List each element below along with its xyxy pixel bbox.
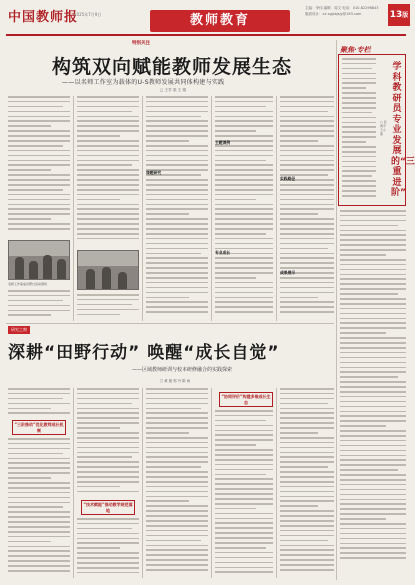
column-divider: [142, 96, 143, 321]
column-divider: [211, 388, 212, 578]
issue-date: 2025年7月9日: [74, 12, 102, 17]
body-column: [280, 388, 334, 578]
section-subhead: 成果展示: [280, 270, 296, 275]
column-divider: [276, 388, 277, 578]
inset-heading: “协同评价”构建多维成长生态: [219, 392, 273, 407]
article-photo: [77, 250, 139, 290]
body-column: [8, 438, 70, 578]
section-banner: 教师教育: [150, 10, 290, 32]
photo-figure: [57, 259, 66, 279]
column-divider: [276, 96, 277, 321]
section-subhead: 课题研究: [146, 170, 162, 175]
body-column: [342, 58, 376, 202]
photo-background: [78, 251, 138, 266]
page-number-unit: 版: [402, 12, 409, 19]
body-column: [146, 96, 208, 321]
lower-byline: □ 黄 艳 郭 丹 陈 雨: [160, 379, 191, 383]
column-divider: [142, 388, 143, 578]
body-column: [280, 96, 334, 321]
column-vertical-title: 学科教研员专业发展的“三重进阶”: [391, 62, 415, 198]
section-subhead: 实践路径: [280, 176, 296, 181]
photo-figure: [15, 257, 24, 279]
photo-figure: [118, 272, 127, 289]
body-column: [77, 518, 139, 578]
lower-subtitle: ——区域教师研训与校本研修融合的实践探索: [132, 367, 233, 373]
editor-info: [305, 5, 385, 17]
column-logo: 聚焦·专栏: [340, 46, 371, 54]
inset-heading: “技术赋能”推动教学规范落地: [81, 500, 135, 515]
editor-info-line: 版面设计：xx zgjsbjsjy@163.com: [305, 12, 362, 16]
article-tag: 特别关注: [132, 41, 150, 46]
photo-figure: [86, 269, 95, 289]
masthead-rule: [6, 34, 406, 36]
lower-article-tag: 研究之窗: [8, 326, 30, 334]
rail-divider: [336, 40, 337, 580]
editor-info-line: 主编：李伟 编辑：周文 电话：010-82296843: [305, 6, 379, 10]
main-subtitle: ——以名师工作室为载体的U-S教师发展共同体构建与实践: [62, 79, 225, 86]
main-headline: 构筑双向赋能教师发展生态: [52, 56, 293, 78]
photo-figure: [43, 255, 52, 279]
column-byline: □ 张建平 王小燕: [380, 120, 387, 136]
section-subhead: 主题课例: [215, 140, 231, 145]
column-divider: [73, 388, 74, 578]
photo-figure: [29, 261, 38, 279]
photo-background: [9, 241, 69, 256]
inset-heading: “三阶推动”优化教师成长机制: [12, 420, 66, 435]
newspaper-logo: 中国教师报: [8, 10, 79, 25]
photo-figure: [102, 267, 111, 289]
body-column: [77, 294, 139, 322]
main-byline: □ 王学 梁 王 娟: [160, 88, 186, 92]
body-column: [8, 96, 70, 236]
body-column: [77, 388, 139, 498]
body-column: [8, 290, 70, 322]
body-column: [146, 388, 208, 578]
body-column: [8, 388, 70, 418]
photo-caption: 名师工作室成员研讨活动现场: [8, 282, 48, 286]
column-divider: [211, 96, 212, 321]
page-number: [388, 4, 410, 26]
section-divider: [6, 323, 334, 324]
body-column: [215, 96, 273, 321]
body-column: [215, 410, 273, 578]
column-divider: [73, 96, 74, 321]
article-photo: [8, 240, 70, 280]
masthead: [0, 0, 412, 30]
lower-headline: 深耕“田野行动” 唤醒“成长自觉”: [8, 343, 280, 363]
body-column: [340, 210, 406, 575]
section-subhead: 专业成长: [215, 250, 231, 255]
body-column: [77, 96, 139, 246]
page-number-value: 13: [389, 10, 403, 20]
